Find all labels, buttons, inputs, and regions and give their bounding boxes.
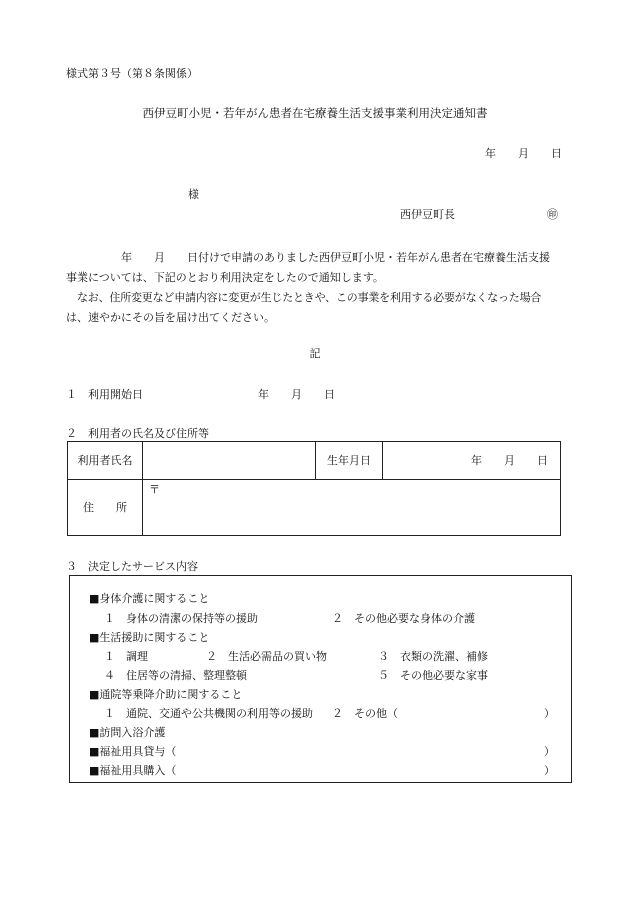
issuer-name: 西伊豆町長 [400, 208, 455, 221]
start-date-label: １ 利用開始日 [66, 388, 143, 401]
addressee-suffix: 様 [188, 188, 199, 201]
start-date-value [258, 389, 335, 400]
start-date-year: 年 [258, 388, 269, 401]
seal-mark: ㊞ [547, 208, 558, 221]
bathing-heading: ■訪問入浴介護 [89, 726, 166, 739]
life-support-option-5: ５ その他必要な家事 [378, 669, 488, 682]
issue-date [485, 148, 562, 159]
body-care-option-1: １ 身体の清潔の保持等の援助 [104, 612, 258, 625]
form-number: 様式第３号（第８条関係） [66, 67, 198, 80]
transit-heading: ■通院等乗降介助に関すること [89, 688, 243, 701]
equipment-rental: ■福祉用具貸与（ [89, 745, 177, 758]
purchase-paren-close: ） [544, 764, 555, 777]
start-date-day: 日 [324, 388, 335, 401]
notice-body [66, 248, 564, 328]
user-info-label: ２ 利用者の氏名及び住所等 [66, 427, 209, 440]
dob-header: 生年月日 [316, 442, 383, 480]
life-support-option-3: ３ 衣類の洗濯、補修 [378, 650, 488, 663]
life-support-heading: ■生活援助に関すること [89, 631, 210, 644]
life-support-option-2: ２ 生活必需品の買い物 [206, 650, 327, 663]
body-line-3: なお、住所変更など申請内容に変更が生じたときや、この事業を利用する必要がなくなった場合 [77, 291, 542, 304]
transit-option-1: １ 通院、交通や公共機関の利用等の援助 [104, 707, 313, 720]
service-content-box [69, 575, 572, 783]
body-line-1: 年 月 日付けで申請のありました西伊豆町小児・若年がん患者在宅療養生活支援 [121, 251, 550, 264]
address-header: 住 所 [68, 480, 143, 536]
user-name-header: 利用者氏名 [68, 442, 143, 480]
issue-date-year: 年 [485, 147, 496, 160]
body-line-4: は、速やかにその旨を届け出てください。 [66, 311, 275, 324]
ki-heading: 記 [309, 347, 321, 360]
service-content-label: ３ 決定したサービス内容 [66, 560, 198, 573]
user-name-field[interactable] [143, 442, 316, 480]
dob-year: 年 [471, 454, 482, 467]
equipment-purchase: ■福祉用具購入（ [89, 764, 177, 777]
start-date-month: 月 [291, 388, 302, 401]
dob-day: 日 [537, 454, 548, 467]
body-line-2: 事業については、下記のとおり利用決定をしたので通知します。 [66, 271, 384, 284]
issue-date-month: 月 [518, 147, 529, 160]
body-care-option-2: ２ その他必要な身体の介護 [332, 612, 475, 625]
dob-field[interactable] [383, 442, 561, 480]
transit-option-2: ２ その他（ [332, 707, 398, 720]
body-care-heading: ■身体介護に関すること [89, 592, 210, 605]
address-field[interactable] [143, 480, 561, 536]
dob-month: 月 [504, 454, 515, 467]
document-title: 西伊豆町小児・若年がん患者在宅療養生活支援事業利用決定通知書 [142, 106, 488, 120]
issue-date-day: 日 [551, 147, 562, 160]
life-support-option-4: ４ 住居等の清掃、整理整頓 [104, 669, 247, 682]
postal-mark: 〒 [149, 483, 160, 496]
user-info-table [67, 441, 561, 536]
transit-paren-close: ） [544, 707, 555, 720]
life-support-option-1: １ 調理 [104, 650, 148, 663]
rental-paren-close: ） [544, 745, 555, 758]
